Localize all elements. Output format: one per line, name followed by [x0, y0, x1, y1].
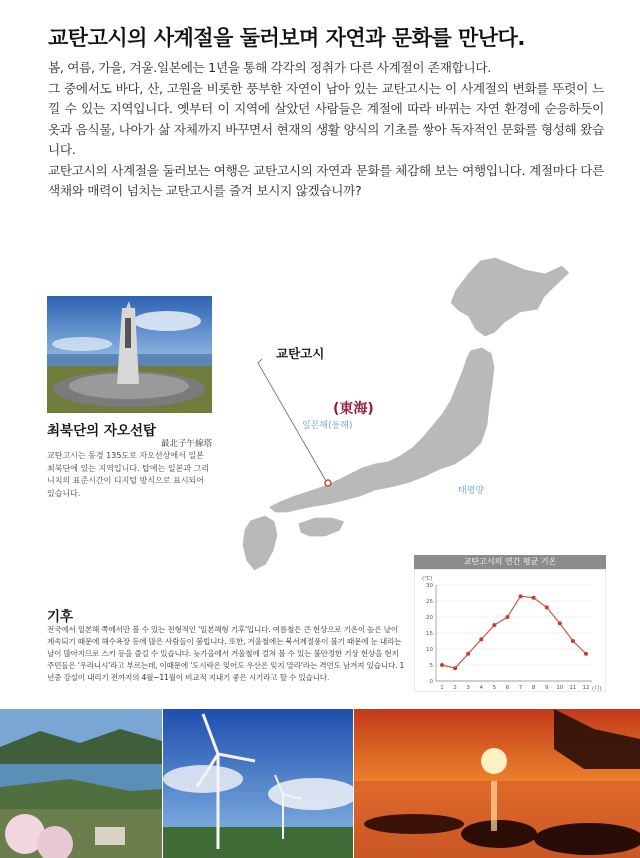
chart-x-tick-label: 4	[479, 685, 484, 691]
tower-description: 교탄고시는 동경 135도로 자오선상에서 일본 최북단에 있는 지역입니다. 탑에는 일본과 그리니치의 표준시간이 디지털 방식으로 표시되어 있습니다.	[47, 451, 210, 498]
chart-data-point	[545, 605, 549, 609]
sunset-sea-photo	[354, 709, 640, 858]
chart-y-tick-label: 30	[426, 583, 433, 589]
map-hokkaido	[450, 257, 570, 337]
chart-y-tick-label: 25	[426, 599, 433, 605]
tower-subtitle: 最北子午線塔	[160, 439, 212, 449]
chart-x-tick-label: 5	[492, 685, 497, 691]
chart-x-tick-label: 1	[440, 685, 444, 691]
map-kyushu	[242, 515, 278, 571]
chart-y-tick-label: 5	[429, 663, 433, 669]
intro-paragraph-1: 봄, 여름, 가을, 겨울.일본에는 1년을 통해 각각의 정취가 다른 사계절이 존재합니다.	[48, 60, 491, 75]
japan-map	[150, 255, 580, 585]
climate-title: 기후	[47, 609, 74, 625]
chart-data-point	[505, 615, 509, 619]
wind-turbine-photo	[163, 709, 353, 858]
chart-x-tick-label: 11	[569, 685, 577, 691]
sea-of-japan-label: 일본해(동해)	[302, 421, 353, 431]
chart-x-tick-label: 3	[466, 685, 470, 691]
east-sea-kanji-label: (東海)	[333, 401, 374, 417]
map-shikoku	[298, 517, 345, 537]
intro-text	[48, 58, 604, 202]
chart-y-tick-label: 10	[426, 647, 433, 653]
chart-x-tick-label: 7	[518, 685, 523, 691]
page-headline: 교탄고시의 사계절을 둘러보며 자연과 문화를 만난다.	[48, 26, 525, 50]
kyotango-label: 교탄고시	[276, 346, 325, 361]
chart-x-tick-label: 2	[453, 685, 457, 691]
chart-x-tick-label: 12	[582, 685, 590, 691]
chart-data-point	[440, 663, 444, 667]
chart-x-tick-label: 10	[556, 685, 564, 691]
chart-y-tick-label: 20	[426, 615, 433, 621]
chart-data-point	[466, 652, 470, 656]
chart-title: 교탄고시의 연간 평균 기온	[414, 555, 606, 569]
pacific-ocean-label: 태평양	[458, 486, 485, 496]
chart-data-point	[519, 594, 523, 598]
intro-paragraph-3: 교탄고시의 사계절을 둘러보는 여행은 교탄고시의 자연과 문화를 체감해 보는 여행입니다. 계절마다 다른 색채와 매력이 넘치는 교탄고시를 즐겨 보시지 않겠습니까?	[48, 162, 604, 198]
temperature-chart	[414, 555, 606, 692]
chart-data-point	[558, 621, 562, 625]
temperature-chart-plot	[414, 569, 606, 692]
bay-landscape-photo	[0, 709, 162, 858]
chart-x-tick-label: 9	[544, 685, 549, 691]
chart-y-axis-label: (℃)	[422, 576, 433, 582]
chart-data-point	[532, 596, 536, 600]
chart-data-point	[584, 652, 588, 656]
chart-data-point	[453, 666, 457, 670]
chart-data-point	[571, 639, 575, 643]
meridian-tower-photo	[47, 296, 212, 413]
climate-text: 전국에서 일본해 쪽에서만 볼 수 있는 전형적인 '일본해형 기후'입니다. 여름철은 큰 현상으로 기온이 높은 날이 계속되기 때문에 해수욕장 등에 많은 사람들이 붐빕니다. 또한, 겨울철에는 북서계절풍이 불기 때문에 눈 내리는 날이 많아지므로 스키 등을 즐길 수 있습니다. 늦가을에서 겨울철에 걸쳐 볼 수 있는 불안정한 기상 현상을 현지 주민들은 '우라니시'라고 부르는데, 이때문에 '도시락은 잊어도 우산은 잊지 말라'라는 격언도 남겨져 있습니다. 1년중 강설이 내리기 전까지의 4월~11월이 비교적 지내기 좋은 시기라고 할 수 있습니다.	[47, 625, 405, 682]
chart-data-point	[479, 637, 483, 641]
tower-title: 최북단의 자오선탑	[47, 423, 157, 439]
chart-x-tick-label: 6	[505, 685, 510, 691]
chart-y-tick-label: 15	[426, 631, 433, 637]
chart-x-axis-label: (月)	[592, 686, 602, 692]
chart-x-tick-label: 8	[531, 685, 536, 691]
chart-y-tick-label: 0	[429, 679, 433, 685]
intro-paragraph-2: 그 중에서도 바다, 산, 고원을 비롯한 풍부한 자연이 남아 있는 교탄고시는 이 사계절의 변화를 뚜렷이 느낄 수 있는 지역입니다. 옛부터 이 지역에 살았던 사람들은 계절에 따라 바뀌는 자연 환경에 순응하듯이 옷과 음식물, 나아가 삶 자체까지 바꾸면서 현재의 생활 양식의 기초를 쌓아 독자적인 문화를 형성해 왔습니다.	[48, 80, 604, 157]
chart-data-point	[492, 623, 496, 627]
